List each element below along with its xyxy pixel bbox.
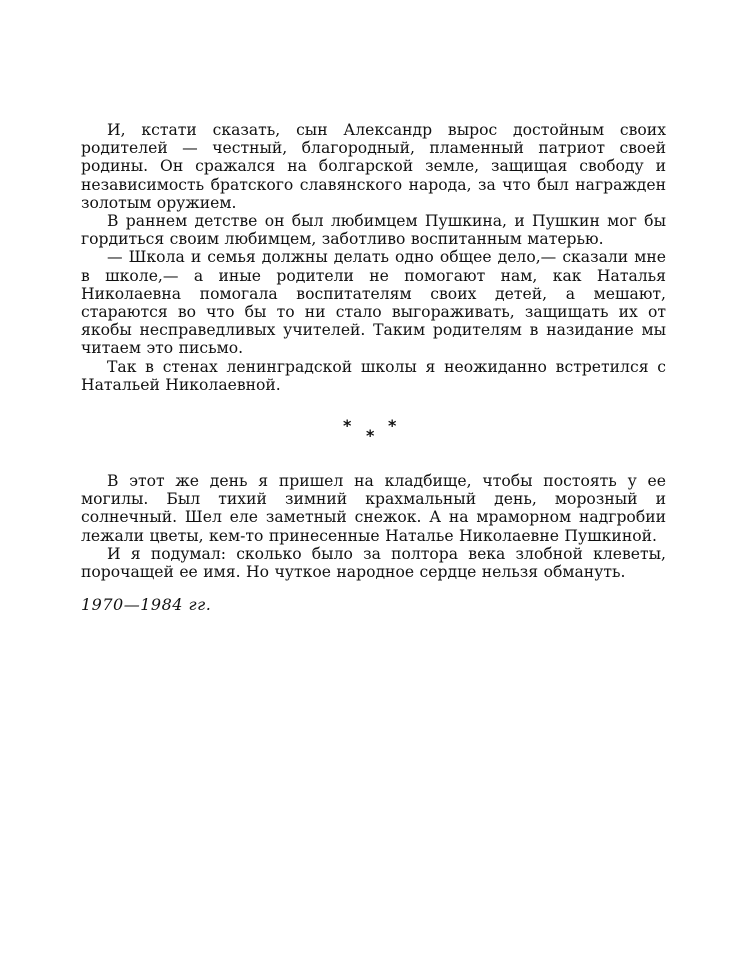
star-icon: *	[366, 426, 375, 446]
section-separator	[81, 416, 666, 464]
paragraph-school: — Школа и семья должны делать одно общее дело,— сказали мне в школе,— а иные родители не помогают нам, как Наталья Николаевна помогала воспитателям своих детей, а мешают, стараются во что бы то ни стало выгораживать, защищать их от якобы несправедливых учителей. Таким родителям в назидание мы читаем это письмо.	[81, 248, 666, 358]
paragraph-childhood: В раннем детстве он был любимцем Пушкина, и Пушкин мог бы гордиться своим любимцем, заботливо воспитанным матерью.	[81, 212, 666, 249]
paragraph-alexander: И, кстати сказать, сын Александр вырос достойным своих родителей — честный, благородный, пламенный патриот своей родины. Он сражался на болгарской земле, защищая свободу и независимость братского славянского народа, за что был награжден золотым оружием.	[81, 121, 666, 212]
book-page	[81, 121, 666, 615]
paragraph-cemetery: В этот же день я пришел на кладбище, чтобы постоять у ее могилы. Был тихий зимний крахмальный день, морозный и солнечный. Шел еле заметный снежок. А на мраморном надгробии лежали цветы, кем-то принесенные Наталье Николаевне Пушкиной.	[81, 472, 666, 545]
paragraph-thought: И я подумал: сколько было за полтора века злобной клеветы, порочащей ее имя. Но чуткое народное сердце нельзя обмануть.	[81, 544, 666, 582]
star-icon: *	[388, 416, 397, 436]
text-section-top	[81, 121, 666, 394]
star-icon: *	[343, 416, 352, 436]
paragraph-meeting: Так в стенах ленинградской школы я неожиданно встретился с Натальей Николаевной.	[81, 357, 666, 394]
date-line: 1970—1984 гг.	[81, 595, 212, 615]
text-section-bottom	[81, 472, 666, 581]
